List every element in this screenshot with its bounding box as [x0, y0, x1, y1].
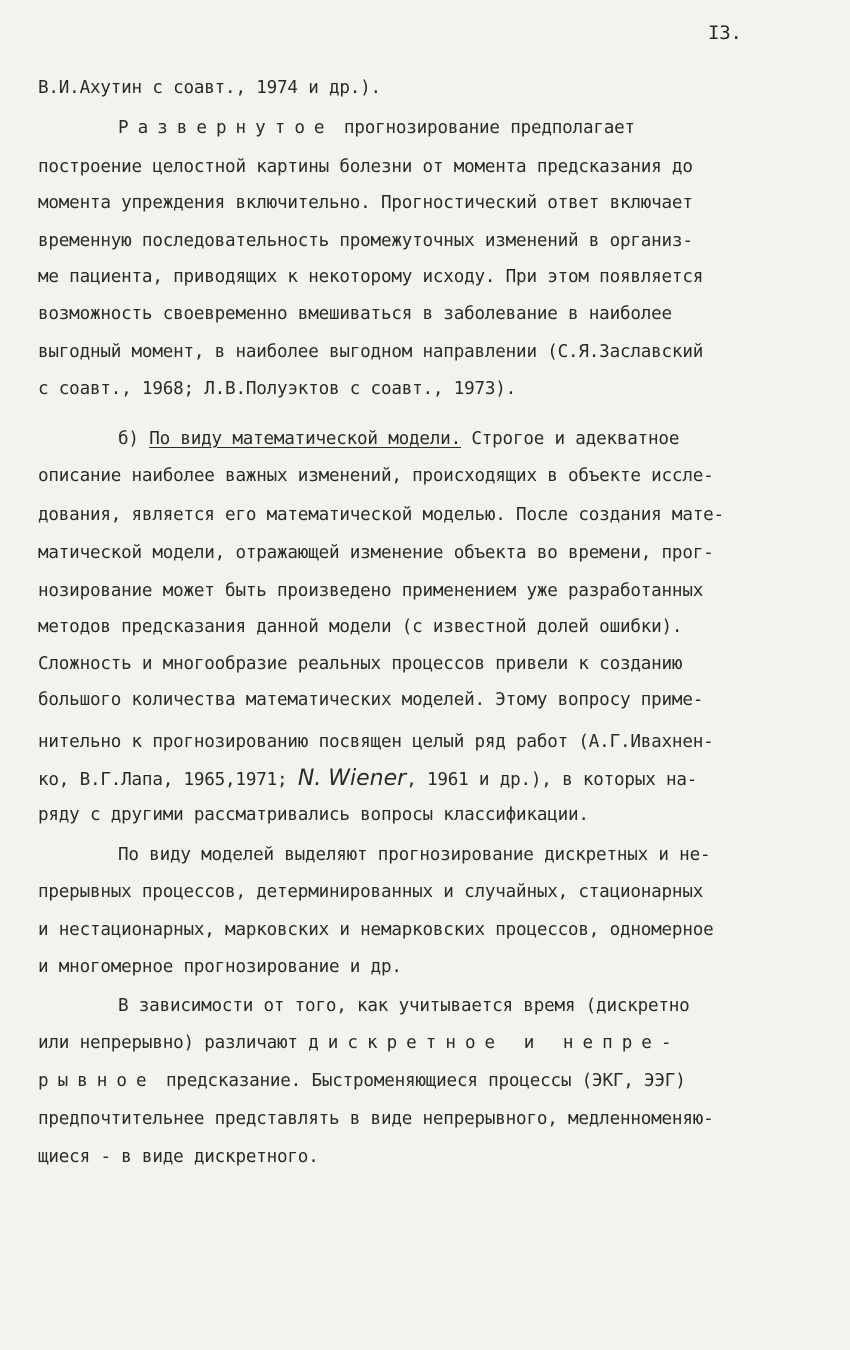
emphasized-term: рывное [38, 1071, 156, 1091]
emphasized-term: Развернутое [118, 118, 334, 138]
text-line: методов предсказания данной модели (с известной долей ошибки). [38, 617, 683, 637]
text-line: нительно к прогнозированию посвящен целый ряд работ (А.Г.Ивахнен- [38, 732, 714, 752]
page-number: I3. [708, 22, 742, 44]
text-line [118, 120, 635, 138]
text-line: и нестационарных, марковских и немарковских процессов, одномерное [38, 920, 714, 940]
text-line: возможность своевременно вмешиваться в заболевание в наиболее [38, 304, 672, 324]
text-line: В зависимости от того, как учитывается время (дискретно [118, 996, 690, 1016]
list-marker: б) [118, 429, 150, 449]
section-heading: По виду математической модели. [149, 429, 461, 449]
text-line: с соавт., 1968; Л.В.Полуэктов с соавт., 1973). [38, 379, 517, 399]
text-line: матической модели, отражающей изменение объекта во времени, прог- [38, 543, 714, 563]
text-line: большого количества математических моделей. Этому вопросу приме- [38, 690, 704, 710]
text-fragment: или непрерывно) различают [38, 1033, 309, 1053]
text-line: По виду моделей выделяют прогнозирование дискретных и не- [118, 845, 711, 865]
text-line: выгодный момент, в наиболее выгодном направлении (С.Я.Заславский [38, 342, 704, 362]
emphasized-term: непре- [562, 1033, 681, 1053]
text-line [38, 768, 697, 790]
text-line [38, 1073, 686, 1091]
text-line [118, 431, 679, 449]
emphasized-term: и [523, 1033, 544, 1053]
text-fragment: ко, В.Г.Лапа, 1965,1971; [38, 770, 298, 790]
text-fragment: прогнозирование предполагает [333, 118, 635, 138]
text-line: В.И.Ахутин с соавт., 1974 и др.). [38, 78, 381, 98]
text-line: момента упреждения включительно. Прогностический ответ включает [38, 193, 693, 213]
text-line: описание наиболее важных изменений, происходящих в объекте иссле- [38, 466, 714, 486]
text-line: ряду с другими рассматривались вопросы классификации. [38, 805, 589, 825]
text-fragment: , 1961 и др.), в которых на- [406, 770, 698, 790]
text-line: прерывных процессов, детерминированных и случайных, стационарных [38, 882, 704, 902]
text-fragment: предсказание. Быстроменяющиеся процессы (ЭКГ, ЭЭГ) [165, 1071, 686, 1091]
text-line: временную последовательность промежуточных изменений в организ- [38, 231, 693, 251]
text-line: ме пациента, приводящих к некоторому исходу. При этом появляется [38, 267, 704, 287]
text-line: построение целостной картины болезни от момента предсказания до [38, 157, 693, 177]
text-line [38, 1035, 680, 1053]
text-line: Сложность и многообразие реальных процессов привели к созданию [38, 654, 683, 674]
text-line: предпочтительнее представлять в виде непрерывного, медленноменяю- [38, 1109, 714, 1129]
text-line: и многомерное прогнозирование и др. [38, 957, 402, 977]
emphasized-term: дискретное [308, 1033, 505, 1053]
text-line: нозирование может быть произведено применением уже разработанных [38, 581, 704, 601]
text-line: щиеся - в виде дискретного. [38, 1147, 319, 1167]
text-line: дования, является его математической моделью. После создания мате- [38, 505, 724, 525]
handwritten-citation: N. Wiener [297, 766, 407, 791]
text-fragment: Строгое и адекватное [460, 429, 680, 449]
